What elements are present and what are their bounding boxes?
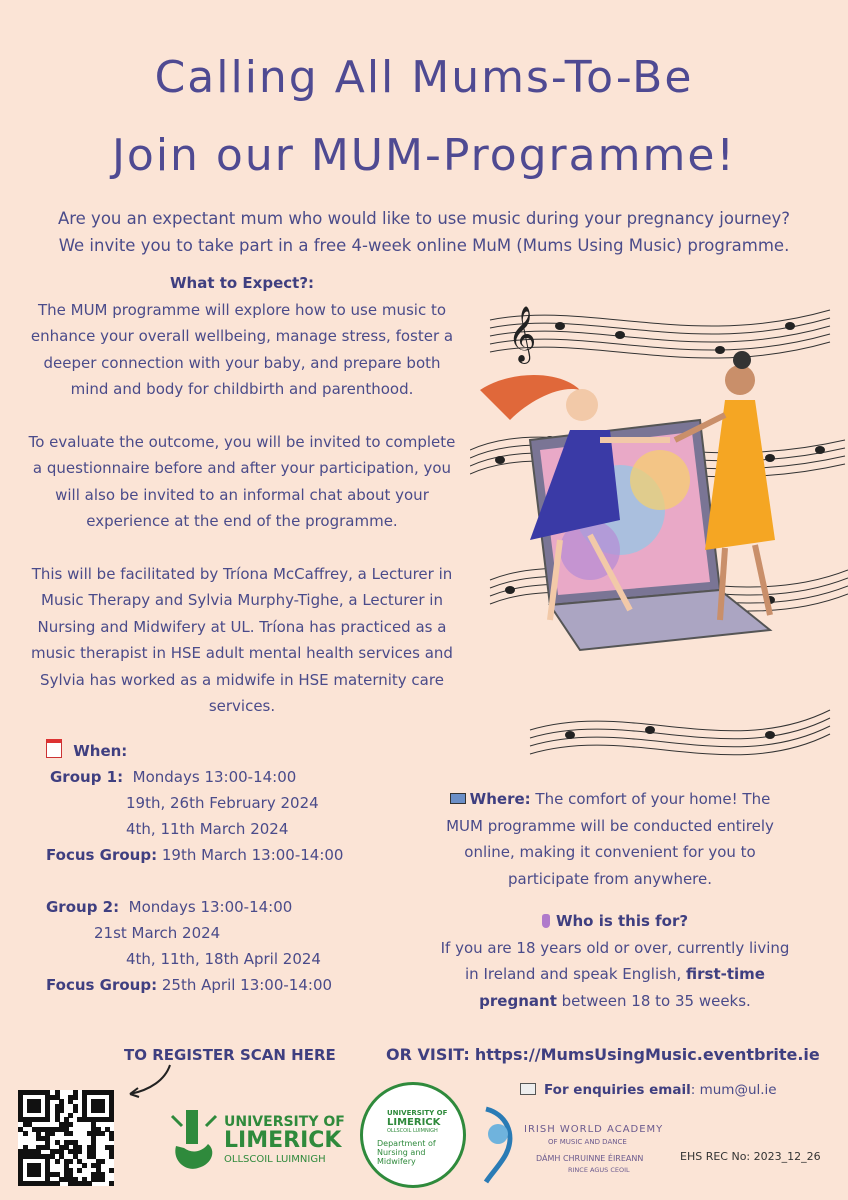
qr-module — [109, 1136, 114, 1141]
enquiries-label: For enquiries email — [544, 1082, 691, 1098]
qr-module — [73, 1095, 78, 1100]
focus1-row — [46, 842, 426, 868]
ul-line-1: UNIVERSITY OF — [224, 1114, 345, 1130]
dept-logo — [360, 1082, 466, 1188]
iwa-line-1: IRISH WORLD ACADEMY — [524, 1124, 664, 1135]
qr-module — [77, 1149, 82, 1154]
qr-module — [100, 1159, 105, 1164]
qr-module — [100, 1131, 105, 1136]
qr-module — [55, 1159, 60, 1164]
intro-line-1: Are you an expectant mum who would like to use music during your pregnancy journey? — [57, 209, 791, 228]
qr-module — [100, 1108, 105, 1113]
qr-module — [73, 1108, 78, 1113]
calendar-icon — [46, 739, 62, 758]
group1-label: Group 1: — [50, 768, 124, 786]
enquiries-row — [520, 1082, 777, 1098]
qr-module — [68, 1131, 73, 1136]
group1-line-1: Mondays 13:00-14:00 — [132, 768, 297, 786]
pregnant-icon — [542, 914, 550, 928]
where-section — [435, 786, 785, 892]
focus2-value: 25th April 13:00-14:00 — [161, 976, 333, 994]
group2-label: Group 2: — [46, 898, 120, 916]
expect-section — [22, 270, 462, 720]
qr-module — [59, 1108, 64, 1113]
when-section — [46, 738, 426, 998]
arrow-icon — [120, 1060, 180, 1100]
who-section — [440, 908, 790, 1014]
expect-para-3: This will be facilitated by Tríona McCaffrey, a Lecturer in Music Therapy and Sylvia Murphy-Tighe, a Lecturer in Nursing and Midwifery at UL. Tríona has practiced as a music therapist in HSE adult mental health services and Sylvia has worked as a midwife in HSE maternity care services. — [31, 564, 453, 715]
qr-module — [77, 1168, 82, 1173]
focus2-label: Focus Group: — [46, 976, 158, 994]
group2-line-3: 4th, 11th, 18th April 2024 — [126, 950, 321, 968]
who-text-b: between 18 to 35 weeks. — [561, 991, 751, 1010]
dept-ul-1: UNIVERSITY OF — [387, 1109, 448, 1117]
qr-module — [23, 1131, 28, 1136]
ethics-number: EHS REC No: 2023_12_26 — [680, 1150, 821, 1163]
envelope-icon — [520, 1083, 536, 1095]
iwa-logo — [476, 1104, 666, 1184]
who-text-a: If you are 18 years old or over, currently living in Ireland and speak English, — [440, 938, 790, 983]
iwa-line-3: DÁMH CHRUINNE ÉIREANN — [536, 1154, 644, 1163]
scan-label: TO REGISTER SCAN HERE — [124, 1046, 336, 1064]
iwa-emblem-icon — [476, 1104, 522, 1184]
qr-module — [68, 1159, 73, 1164]
who-heading: Who is this for? — [555, 912, 689, 930]
intro-line-2: We invite you to take part in a free 4-week online MuM (Mums Using Music) programme. — [58, 236, 790, 255]
focus1-label: Focus Group: — [46, 846, 158, 864]
where-label: Where: — [469, 790, 531, 808]
title-line-1: Calling All Mums-To-Be — [154, 52, 694, 103]
qr-module — [68, 1113, 73, 1118]
iwa-line-4: RINCE AGUS CEOIL — [568, 1166, 630, 1174]
group2-line-2: 21st March 2024 — [94, 924, 221, 942]
ul-line-2: LIMERICK — [224, 1128, 342, 1153]
dept-text — [377, 1139, 449, 1166]
dept-line-1: Department of — [377, 1139, 436, 1148]
dept-ul-3: OLLSCOIL LUIMNIGH — [387, 1128, 438, 1134]
laptop-emoji-icon — [450, 793, 466, 804]
qr-module — [87, 1181, 92, 1186]
who-text-bold: first-time pregnant — [479, 965, 765, 1010]
qr-code[interactable] — [18, 1090, 114, 1186]
qr-module — [55, 1181, 60, 1186]
qr-module — [109, 1181, 114, 1186]
visit-label: OR VISIT: — [386, 1045, 470, 1064]
title-line-2: Join our MUM-Programme! — [111, 130, 737, 181]
qr-module — [109, 1168, 114, 1173]
focus2-row — [46, 972, 426, 998]
group2-row — [46, 894, 426, 920]
illustration — [470, 290, 848, 770]
ul-logo — [168, 1106, 358, 1176]
expect-para-2: To evaluate the outcome, you will be invited to complete a questionnaire before and after your participation, you will also be invited to an informal chat about your experience at the end of the programme. — [28, 432, 456, 530]
treble-clef-icon: 𝄞 — [508, 306, 537, 362]
register-url[interactable]: https://MumsUsingMusic.eventbrite.ie — [474, 1045, 820, 1064]
qr-module — [100, 1177, 105, 1182]
expect-para-1: The MUM programme will explore how to use music to enhance your overall wellbeing, manage stress, foster a deeper connection with your baby, and prepare both mind and body for childbirth and parenthood. — [30, 300, 454, 398]
ul-line-3: OLLSCOIL LUIMNIGH — [224, 1154, 326, 1165]
when-heading: When: — [73, 742, 128, 760]
intro — [20, 205, 828, 259]
iwa-line-2: OF MUSIC AND DANCE — [548, 1138, 627, 1146]
group1-row — [46, 764, 426, 790]
qr-module — [109, 1117, 114, 1122]
enquiries-email[interactable]: : mum@ul.ie — [690, 1082, 777, 1098]
focus1-value: 19th March 13:00-14:00 — [161, 846, 344, 864]
ul-crest-icon — [168, 1106, 220, 1176]
group1-line-3: 4th, 11th March 2024 — [126, 820, 289, 838]
qr-module — [36, 1108, 41, 1113]
group2-line-1: Mondays 13:00-14:00 — [128, 898, 293, 916]
dept-ul-2: LIMERICK — [387, 1117, 441, 1128]
visit-row — [386, 1045, 820, 1064]
qr-module — [68, 1122, 73, 1127]
qr-module — [50, 1131, 55, 1136]
qr-module — [109, 1154, 114, 1159]
dept-line-2: Nursing and — [377, 1148, 426, 1157]
dept-line-3: Midwifery — [377, 1157, 416, 1166]
qr-module — [82, 1163, 87, 1168]
where-text: The comfort of your home! The MUM programme will be conducted entirely online, making it convenient for you to participate from anywhere. — [446, 790, 774, 888]
qr-module — [36, 1172, 41, 1177]
group1-line-2: 19th, 26th February 2024 — [126, 794, 319, 812]
expect-heading: What to Expect?: — [169, 274, 315, 292]
qr-module — [45, 1117, 50, 1122]
